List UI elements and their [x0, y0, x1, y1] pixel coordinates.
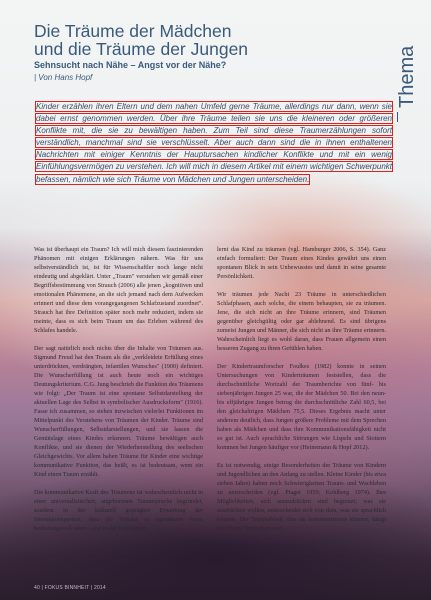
article-subtitle: Sehnsucht nach Nähe – Angst vor der Nähe?	[34, 60, 227, 70]
article-author: | Von Hans Hopf	[34, 73, 93, 82]
article-title	[34, 22, 384, 58]
body-paragraph: Die kommunikative Kraft des Träumens ist wahrscheinlich nicht in einer universalistischen, angeborenen Traumsprache begründet, sondern in der kulturell geprägten Erwartung der Interaktionspartner, dass die Träume in irgendeiner Form bedeutungsvoll seien – erst in der Interaktion	[34, 489, 203, 532]
article-heading	[34, 22, 384, 82]
body-paragraph: Wir träumen jede Nacht 23 Träume in unterschiedlichen Schlafphasen, auch solche, die einem behaupten, sie zu träumen. Jene, die sich nicht an ihre Träume erinnern, sind Träumen gegenüber gleichgültig oder gar ablehnend. Es sind übrigens zumeist Jungen und Männer, die sich nicht an ihre Träume erinnern. Wahrscheinlich liegt es wohl daran, dass Frauen allgemein einen besseren Zugang zu ihren Gefühlen haben.	[217, 291, 386, 352]
intro-paragraph	[36, 101, 392, 186]
body-paragraph: Der sagt natürlich noch nichts über die Inhalte von Träumen aus. Sigmund Freud hat den Traum als die „verkleidete Erfüllung eines unterdrückten, verdrängten, infantilen Wunsches" (1900) definiert. Die Wunscherfüllung ist auch heute noch ein wichtiges Deutungskriterium. C.G. Jung beschrieb die Funktion des Träumens wie folgt: „Der Traum ist eine spontane Selbstdarstellung der aktuellen Lage des Selbst in symbolischer Ausdrucksform" (1916). Fasse ich zusammen, so stehen inzwischen vielerlei Funktionen im Mittelpunkt des Verstehens von Träumen der Kinder. Träume sind Wunscherfüllungen, Selbstdarstellungen, und sie lassen die Gemütslage eines Kindes erkennen. Träume bewältigen auch Konflikte, und sie dienen der Wiederherstellung des seelischen Gleichgewichts. Vor allem haben Träume für Kinder eine wichtige kommunikative Funktion, das heißt, es ist bedeutsam, wem ein Kind einen Traum erzählt.	[34, 345, 203, 478]
section-tag	[394, 30, 416, 120]
section-tag-label: Thema	[396, 45, 418, 108]
body-column-right	[217, 245, 386, 542]
body-paragraph: Es ist notwendig, einige Besonderheiten der Träume von Kindern und Jugendlichen an den Anfang zu stellen. Kleine Kinder (bis etwa sieben Jahre) haben noch Schwierigkeiten Traum- und Wachleben zu unterscheiden (vgl. Piaget 1959; Kohlberg 1974). Ihre Möglichkeiten, sich auszudrücken sind begrenzt; was sie ausdrücken wollen, unterscheidet sich von dem, was sie sprachlich können. Der Traumablauf, den sie kommunizieren können, hängt von ihrem Wortschatz und	[217, 462, 386, 532]
section-tag-bar	[397, 112, 398, 122]
body-paragraph: lernt das Kind zu träumen (vgl. Hamburger 2006, S. 354). Ganz einfach formuliert: Der Traum eines Kindes gewährt uns einen spontanen Blick in sein Unbewusstes und damit in seine gesamte Persönlichkeit.	[217, 246, 386, 280]
intro-text-highlighted: Kinder erzählen ihren Eltern und dem nahen Umfeld gerne Träume, allerdings nur dann, wenn sie dabei ernst genommen werden. Über ihre Träume teilen sie uns die kleineren oder größeren Konflikte mit, die sie zu bewältigen haben. Zum Teil sind diese Traumerzählungen sofort verständlich, manchmal sind sie verschlüsselt. Aber auch dann sind die in ihnen enthaltenen Nachrichten mit einiger Kenntnis der Hauptursachen kindlicher Konflikte und mit ein wenig Einfühlungsvermögen zu verstehen. Ich will mich in diesem Artikel mit einem wichtigen Schwerpunkt befassen, nämlich wie sich Träume von Mädchen und Jungen unterscheiden.	[36, 102, 392, 184]
body-paragraph: Der Kindertraumforscher Foulkes (1982) konnte in seinen Untersuchungen von Kinderträumen feststellen, dass die durchschnittliche Wortzahl der Traumberichte von fünf- bis siebenjährigen Jungen 25 war, die der Mädchen 50. Bei den neun- bis elfjährigen Jungen betrug die durchschnittliche Zahl 60,5, bei den gleichaltrigen Mädchen 75,5. Dieses Ergebnis macht unter anderem deutlich, dass Jungen größere Probleme mit dem Sprechen haben als Mädchen und dass ihre Kommunikationsfähigkeit nicht so gut ist. Auch sprachliche Störungen wie Lispeln und Stottern kommen bei Jungen häufiger vor (Heinemann & Hopf 2012).	[217, 363, 386, 451]
title-line-2: und die Träume der Jungen	[34, 39, 249, 59]
page-footer: 40 | FOKUS BINNHEIT | 2014	[34, 585, 106, 591]
body-paragraph: Was ist überhaupt ein Traum? Ich will mich diesem faszinierenden Phänomen mit einigen Erklärungen nähern. Was für uns selbstverständlich ist, ist für Wissenschaftler noch lange nicht eindeutig und abgeklärt. Unter „Traum" verstehen wir gemäß einer Begriffsbestimmung von Strauch (2006) alle jenen „kognitiven und emotionalen Phänomene, an die sich jemand nach dem Aufwecken erinnert und diese dem vorangegangenen Schlafzustand zuordnet". Strauch hat ihre Definition später noch mehr reduziert, indem sie meinte, dass es sich beim Traum um das Erleben während des Schlafes handele.	[34, 246, 203, 334]
title-line-1: Die Träume der Mädchen	[34, 21, 232, 41]
body-column-left	[34, 245, 203, 542]
